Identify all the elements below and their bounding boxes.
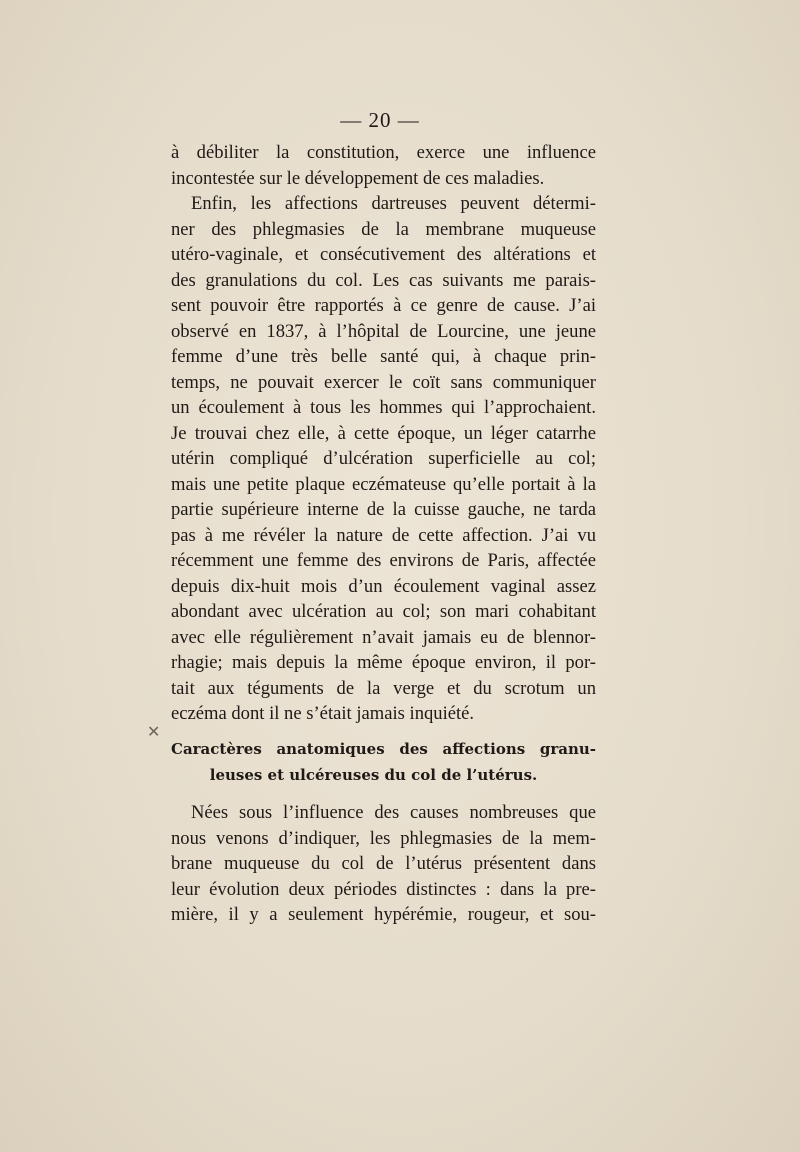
text-line: femme d’une très belle santé qui, à chaque prin- [171, 346, 596, 367]
text-line: brane muqueuse du col de l’utérus présentent dans [171, 853, 596, 874]
text-line: ner des phlegmasies de la membrane muqueuse [171, 218, 596, 240]
text-block-lower [171, 800, 596, 928]
text-line: pas à me révéler la nature de cette affection. J’ai vu [171, 524, 596, 546]
text-line: temps, ne pouvait exercer le coït sans communiquer [171, 371, 596, 393]
text-line: abondant avec ulcération au col; son mari cohabitant [171, 601, 596, 622]
text-line: rhagie; mais depuis la même époque environ, il por- [171, 652, 596, 673]
page-number: — 20 — [340, 108, 420, 132]
text-line: à débiliter la constitution, exerce une influence [171, 142, 596, 163]
text-line: sent pouvoir être rapportés à ce genre de cause. J’ai [171, 295, 596, 316]
text-line: Enfin, les affections dartreuses peuvent détermi- [191, 193, 596, 214]
text-line: un écoulement à tous les hommes qui l’approchaient. [171, 397, 596, 418]
text-line: observé en 1837, à l’hôpital de Lourcine, une jeune [171, 320, 596, 342]
heading-line: leuses et ulcéreuses du col de l’utérus. [209, 766, 538, 784]
text-line: des granulations du col. Les cas suivants me parais- [171, 269, 596, 291]
text-line: récemment une femme des environs de Paris, affectée [171, 550, 596, 571]
text-line: Je trouvai chez elle, à cette époque, un léger catarrhe [171, 422, 596, 444]
section-heading [171, 736, 596, 788]
text-line: utéro-vaginale, et consécutivement des altérations et [171, 244, 596, 265]
margin-mark-icon: ✕ [147, 722, 161, 741]
text-block-upper [171, 140, 596, 727]
text-line: utérin compliqué d’ulcération superficielle au col; [171, 448, 596, 469]
text-line: tait aux téguments de la verge et du scrotum un [171, 677, 596, 699]
heading-line: Caractères anatomiques des affections granu- [171, 740, 596, 758]
text-line: depuis dix-huit mois d’un écoulement vaginal assez [171, 575, 596, 597]
text-line: partie supérieure interne de la cuisse gauche, ne tarda [171, 499, 596, 520]
text-line: Nées sous l’influence des causes nombreuses que [191, 802, 596, 823]
text-line: nous venons d’indiquer, les phlegmasies de la mem- [171, 827, 596, 849]
text-line: leur évolution deux périodes distinctes : dans la pre- [171, 878, 596, 900]
text-line: avec elle régulièrement n’avait jamais eu de blennor- [171, 626, 596, 648]
text-line: mière, il y a seulement hypérémie, rougeur, et sou- [171, 904, 596, 925]
text-line: eczéma dont il ne s’était jamais inquiété. [171, 703, 475, 724]
text-line: mais une petite plaque eczémateuse qu’elle portait à la [171, 473, 596, 495]
text-line: incontestée sur le développement de ces maladies. [171, 167, 545, 189]
